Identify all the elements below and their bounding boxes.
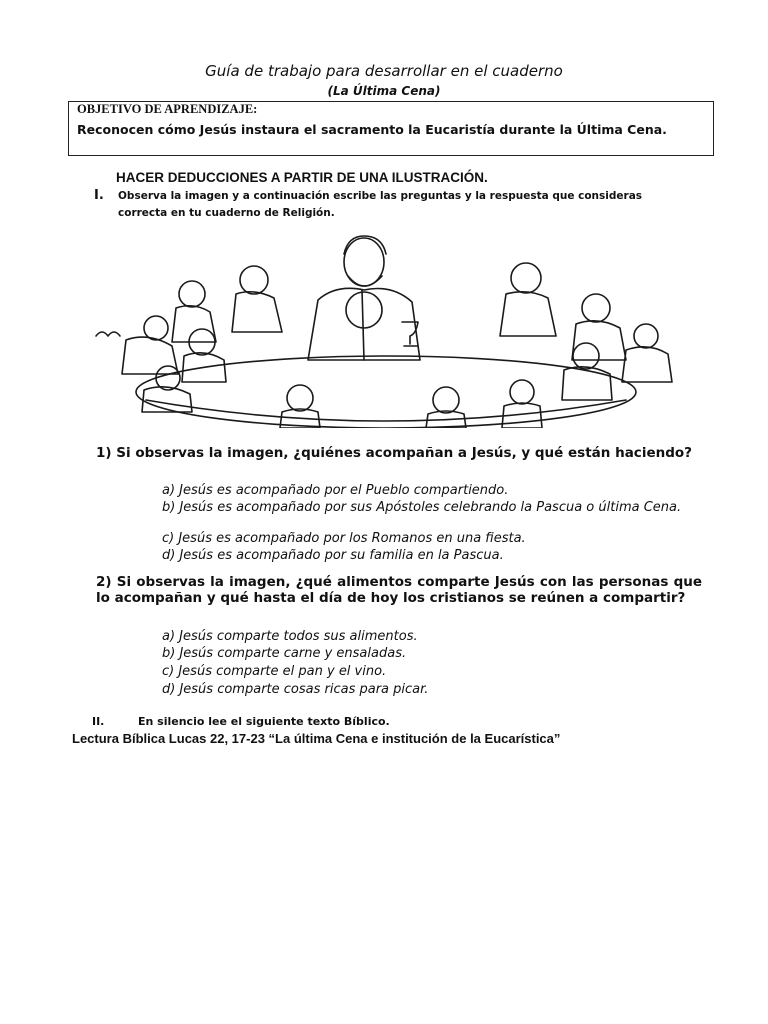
page-title: Guía de trabajo para desarrollar en el cuaderno [205, 62, 563, 80]
objective-box [68, 101, 714, 156]
page-subtitle: (La Última Cena) [327, 84, 441, 98]
section1-heading: HACER DEDUCCIONES A PARTIR DE UNA ILUSTRACIÓN. [116, 170, 488, 185]
question-1-option-b: b) Jesús es acompañado por sus Apóstoles celebrando la Pascua o última Cena. [162, 500, 682, 515]
section2-instruction: En silencio lee el siguiente texto Bíblico. [138, 715, 390, 728]
question-2-option-a: a) Jesús comparte todos sus alimentos. [162, 629, 418, 644]
question-1-option-c: c) Jesús es acompañado por los Romanos en una fiesta. [162, 531, 526, 546]
section1-number: I. [94, 188, 104, 203]
bible-reading-reference: Lectura Bíblica Lucas 22, 17-23 “La última Cena e institución de la Eucarística” [72, 731, 561, 746]
section1-instruction: Observa la imagen y a continuación escribe las preguntas y la respuesta que consideras correcta en tu cuaderno de Religión. [118, 190, 643, 219]
question-1-option-a: a) Jesús es acompañado por el Pueblo compartiendo. [162, 483, 509, 498]
objective-heading: OBJETIVO DE APRENDIZAJE: [77, 102, 258, 116]
question-1-option-d: d) Jesús es acompañado por su familia en la Pascua. [162, 548, 504, 563]
section2-number: II. [92, 715, 105, 728]
question-2: 2) Si observas la imagen, ¿qué alimentos comparte Jesús con las personas que lo acompañan y qué hasta el día de hoy los cristianos se reúnen a compartir? [96, 574, 702, 606]
question-2-option-c: c) Jesús comparte el pan y el vino. [162, 664, 387, 679]
last-supper-illustration [86, 232, 686, 428]
objective-text: Reconocen cómo Jesús instaura el sacramento la Eucaristía durante la Última Cena. [77, 122, 667, 137]
question-2-option-b: b) Jesús comparte carne y ensaladas. [162, 646, 407, 661]
question-2-option-d: d) Jesús comparte cosas ricas para picar. [162, 682, 429, 697]
question-1: 1) Si observas la imagen, ¿quiénes acompañan a Jesús, y qué están haciendo? [96, 445, 692, 461]
